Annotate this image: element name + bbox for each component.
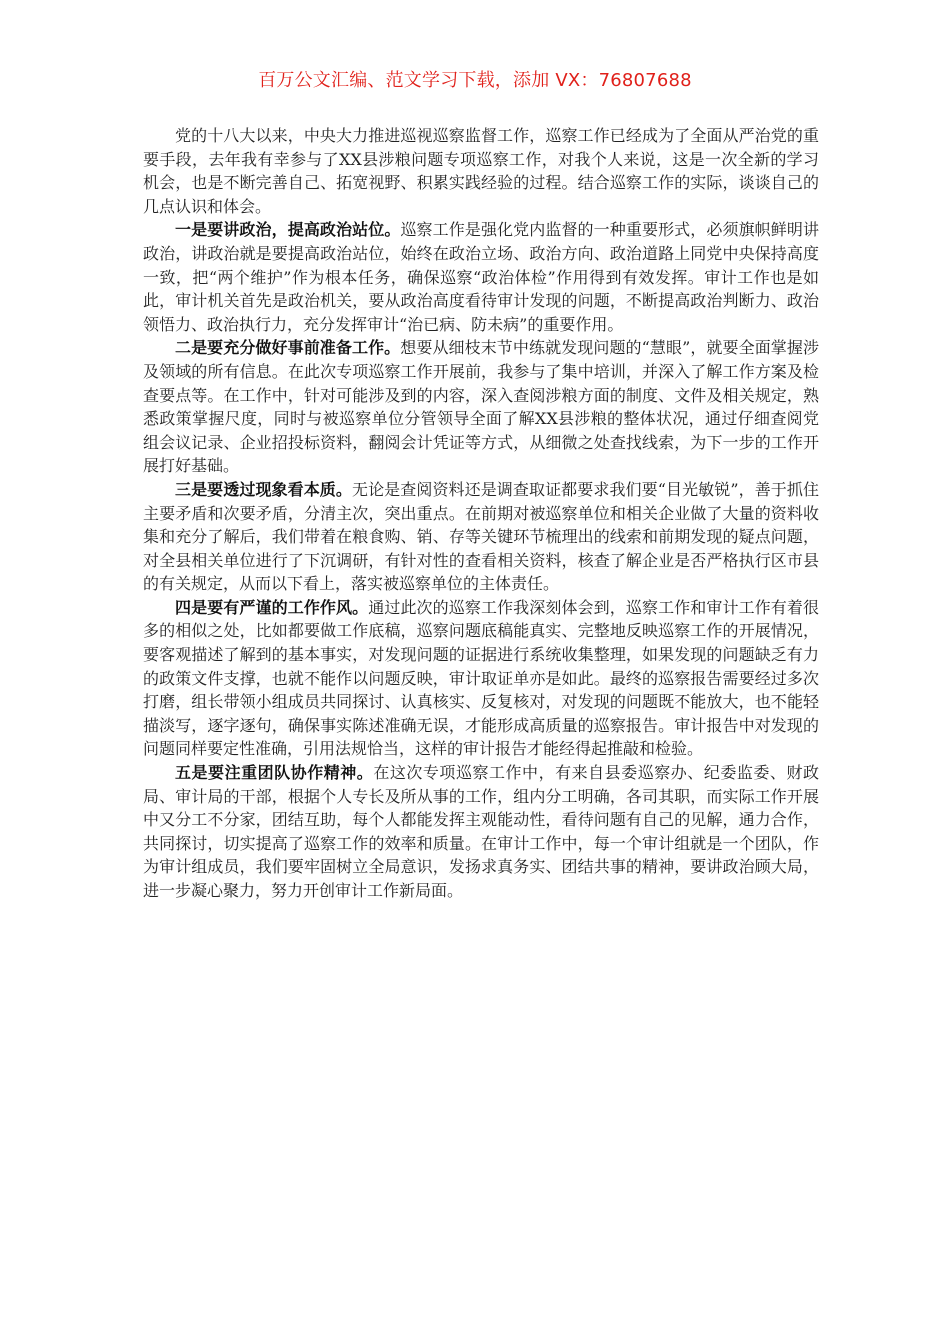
paragraph-point-5 (143, 761, 819, 903)
paragraph-point-3 (143, 478, 819, 596)
paragraph-point-1 (143, 218, 819, 336)
paragraph-body: 无论是查阅资料还是调查取证都要求我们要“目光敏锐”，善于抓住主要矛盾和次要矛盾，分清主次，突出重点。在前期对被巡察单位和相关企业做了大量的资料收集和充分了解后，我们带着在粮食购、销、存等关键环节梳理出的线索和前期发现的疑点问题，对全县相关单位进行了下沉调研，有针对性的查看相关资料，核查了解企业是否严格执行区市县的有关规定，从而以下看上，落实被巡察单位的主体责任。 (143, 479, 819, 594)
paragraph-point-2 (143, 336, 819, 478)
paragraph-lead: 四是要有严谨的工作作风。 (175, 597, 369, 617)
paragraph-point-4 (143, 596, 819, 761)
paragraph-lead: 二是要充分做好事前准备工作。 (175, 338, 401, 358)
paragraph-lead: 一是要讲政治，提高政治站位。 (175, 220, 401, 240)
paragraph-body: 党的十八大以来，中央大力推进巡视巡察监督工作，巡察工作已经成为了全面从严治党的重要手段，去年我有幸参与了XX县涉粮问题专项巡察工作，对我个人来说，这是一次全新的学习机会，也是不断完善自己、拓宽视野、积累实践经验的过程。结合巡察工作的实际，谈谈自己的几点认识和体会。 (143, 126, 819, 216)
paragraph-lead: 五是要注重团队协作精神。 (175, 763, 374, 783)
paragraph-body: 通过此次的巡察工作我深刻体会到，巡察工作和审计工作有着很多的相似之处，比如都要做工作底稿，巡察问题底稿能真实、完整地反映巡察工作的开展情况，要客观描述了解到的基本事实，对发现问题的证据进行系统收集整理，如果发现的问题缺乏有力的政策文件支撑，也就不能作以问题反映，审计取证单亦是如此。最终的巡察报告需要经过多次打磨，组长带领小组成员共同探讨、认真核实、反复核对，对发现的问题既不能放大，也不能轻描淡写，逐字逐句，确保事实陈述准确无误，才能形成高质量的巡察报告。审计报告中对发现的问题同样要定性准确，引用法规恰当，这样的审计报告才能经得起推敲和检验。 (143, 597, 819, 759)
paragraph-lead: 三是要透过现象看本质。 (175, 479, 352, 499)
header-banner: 百万公文汇编、范文学习下载，添加 VX：76807688 (258, 70, 692, 91)
paragraph-intro (143, 124, 819, 218)
paragraph-body: 在这次专项巡察工作中，有来自县委巡察办、纪委监委、财政局、审计局的干部，根据个人专长及所从事的工作，组内分工明确，各司其职，而实际工作开展中又分工不分家，团结互助，每个人都能发挥主观能动性，看待问题有自己的见解，通力合作，共同探讨，切实提高了巡察工作的效率和质量。在审计工作中，每一个审计组就是一个团队，作为审计组成员，我们要牢固树立全局意识，发扬求真务实、团结共事的精神，要讲政治顾大局，进一步凝心聚力，努力开创审计工作新局面。 (143, 763, 819, 900)
paragraph-body: 想要从细枝末节中练就发现问题的“慧眼”，就要全面掌握涉及领域的所有信息。在此次专项巡察工作开展前，我参与了集中培训，并深入了解工作方案及检查要点等。在工作中，针对可能涉及到的内容，深入查阅涉粮方面的制度、文件及相关规定，熟悉政策掌握尺度，同时与被巡察单位分管领导全面了解XX县涉粮的整体状况，通过仔细查阅党组会议记录、企业招投标资料，翻阅会计凭证等方式，从细微之处查找线索，为下一步的工作开展打好基础。 (143, 338, 819, 476)
paragraph-body: 巡察工作是强化党内监督的一种重要形式，必须旗帜鲜明讲政治，讲政治就是要提高政治站位，始终在政治立场、政治方向、政治道路上同党中央保持高度一致，把“两个维护”作为根本任务，确保巡察“政治体检”作用得到有效发挥。审计工作也是如此，审计机关首先是政治机关，要从政治高度看待审计发现的问题，不断提高政治判断力、政治领悟力、政治执行力，充分发挥审计“治已病、防未病”的重要作用。 (143, 220, 819, 334)
document-body (143, 124, 819, 903)
